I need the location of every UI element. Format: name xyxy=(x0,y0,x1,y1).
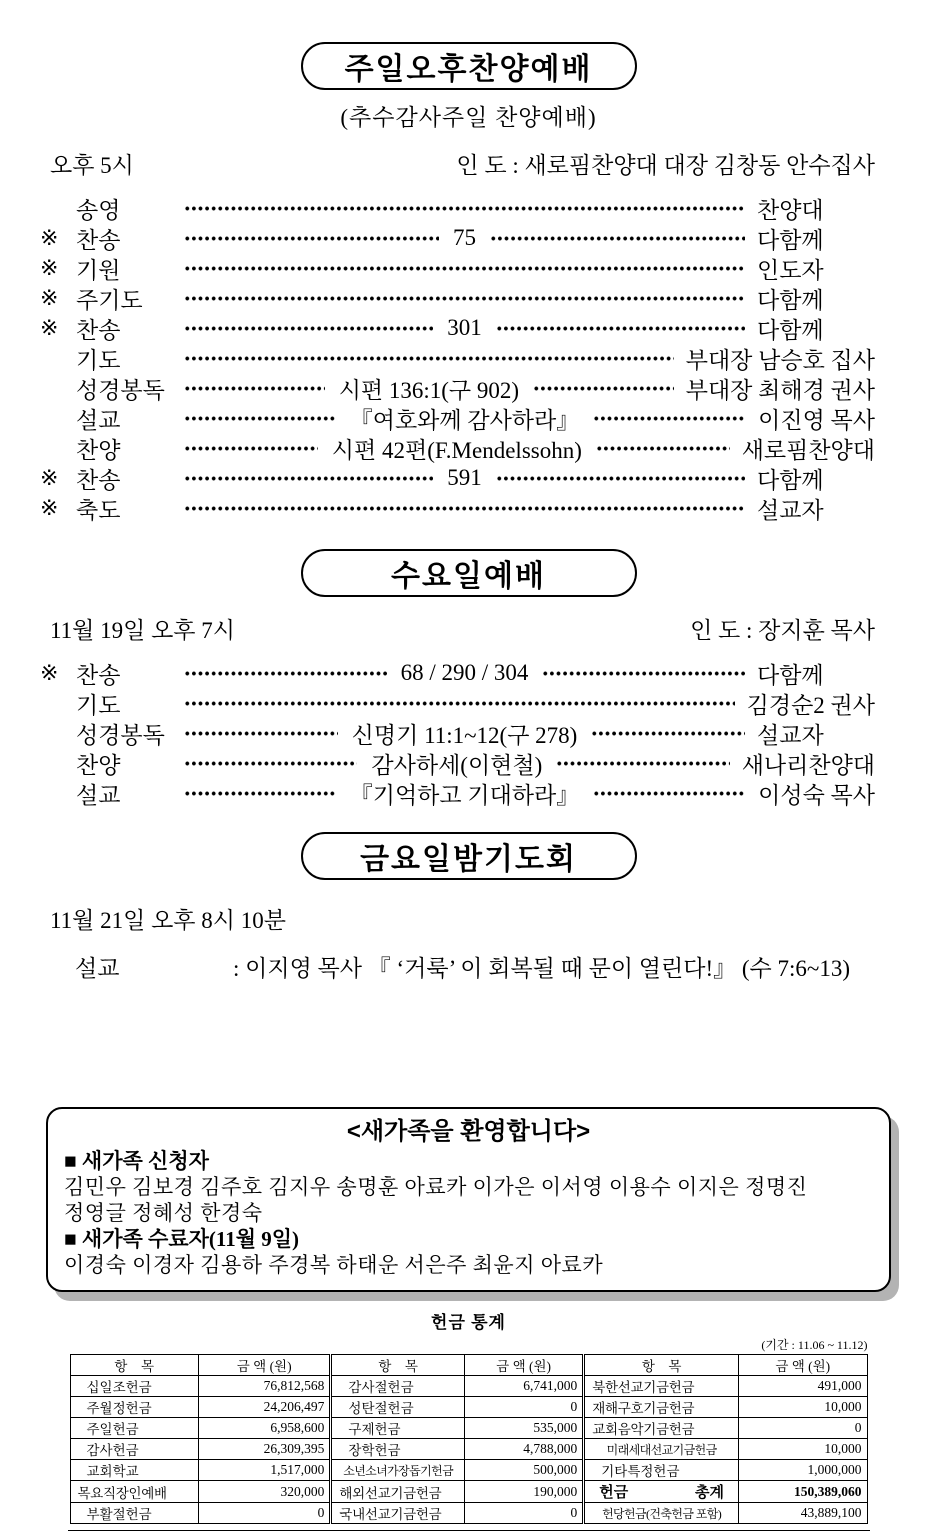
leader-dots xyxy=(184,373,325,403)
friday-prayer-section xyxy=(0,832,937,981)
worship-assignee: 새나리찬양대 xyxy=(741,752,876,778)
offering-row xyxy=(70,1503,867,1524)
worship-assignee: 김경순2 권사 xyxy=(746,692,875,718)
offering-item-cell xyxy=(331,1376,465,1397)
worship-item-label: 기도 xyxy=(76,692,121,718)
asterisk-mark: ※ xyxy=(40,495,59,520)
worship-row xyxy=(40,748,875,778)
leader-dots xyxy=(184,283,745,313)
leader-dots xyxy=(184,718,338,748)
worship-row xyxy=(40,193,875,223)
offering-amount-cell: 1,000,000 xyxy=(739,1460,868,1481)
offering-row xyxy=(70,1439,867,1460)
worship-assignee: 부대장 남승호 집사 xyxy=(685,347,875,373)
offering-amount-cell: 6,958,600 xyxy=(198,1418,330,1439)
offering-item-name: 미래세대선교기금헌금 xyxy=(606,1442,717,1457)
worship-assignee: 이성숙 목사 xyxy=(758,782,875,808)
worship-row xyxy=(40,223,875,253)
offering-amount-cell: 1,517,000 xyxy=(198,1460,330,1481)
friday-title: 금요일밤기도회 xyxy=(360,843,577,876)
offering-header-row xyxy=(70,1355,867,1376)
leader-dots xyxy=(593,778,745,808)
worship-item-label: 성경봉독 xyxy=(76,722,165,748)
offering-item-name: 장학헌금 xyxy=(348,1443,401,1458)
offering-item-name: 주일헌금 xyxy=(86,1422,139,1437)
worship-assignee: 다함께 xyxy=(757,287,824,313)
offering-title: 헌금 통계 xyxy=(431,1313,506,1332)
offering-amount-cell: 150,389,060 xyxy=(739,1481,868,1503)
applicants-names-line1: 김민우 김보경 김주호 김지우 송명훈 아료카 이가은 이서영 이용수 이지은 정명진 xyxy=(64,1175,808,1199)
offering-item-cell xyxy=(70,1439,198,1460)
leader-dots xyxy=(184,403,336,433)
worship-row xyxy=(40,688,875,718)
offering-item-name: 감사절헌금 xyxy=(348,1380,414,1395)
offering-item-cell xyxy=(584,1397,739,1418)
service-section-2 xyxy=(0,549,937,808)
offering-item-cell xyxy=(331,1503,465,1524)
service-section-1 xyxy=(0,42,937,523)
offering-item-cell xyxy=(584,1376,739,1397)
offering-item-name: 감사헌금 xyxy=(86,1443,139,1458)
worship-center-text: 75 xyxy=(453,225,476,250)
offering-item-cell xyxy=(70,1503,198,1524)
worship-row xyxy=(40,343,875,373)
offering-item-name: 구제헌금 xyxy=(348,1422,401,1437)
offering-item-cell xyxy=(584,1439,739,1460)
service-leader: 인 도 : 장지훈 목사 xyxy=(690,618,875,643)
offering-row xyxy=(70,1481,867,1503)
offering-item-name: 성탄절헌금 xyxy=(348,1401,414,1416)
worship-assignee: 다함께 xyxy=(757,317,824,343)
leader-dots xyxy=(542,658,745,688)
asterisk-mark: ※ xyxy=(40,315,59,340)
leader-dots xyxy=(596,433,730,463)
worship-row xyxy=(40,313,875,343)
graduates-names-line: 이경숙 이경자 김용하 주경복 하태운 서은주 최윤지 아료카 xyxy=(64,1253,604,1277)
offering-item-cell xyxy=(331,1481,465,1503)
offering-amount-cell: 10,000 xyxy=(739,1397,868,1418)
worship-row xyxy=(40,493,875,523)
worship-assignee: 다함께 xyxy=(757,227,824,253)
offering-amount-cell: 0 xyxy=(464,1397,583,1418)
worship-center-text: 68 / 290 / 304 xyxy=(400,660,529,685)
leader-dots xyxy=(496,313,745,343)
services xyxy=(0,42,937,808)
worship-item-label: 송영 xyxy=(76,197,121,223)
worship-item-label: 설교 xyxy=(76,407,121,433)
service-info-row xyxy=(50,612,875,645)
offering-row xyxy=(70,1397,867,1418)
worship-item-label: 축도 xyxy=(76,497,121,523)
offering-amount-cell: 6,741,000 xyxy=(464,1376,583,1397)
worship-order-list xyxy=(0,193,937,523)
worship-row xyxy=(40,658,875,688)
offering-item-name: 소년소녀가장돕기헌금 xyxy=(343,1463,454,1478)
worship-assignee: 인도자 xyxy=(757,257,824,283)
leader-dots xyxy=(593,403,745,433)
service-time: 11월 19일 오후 7시 xyxy=(50,618,235,643)
service-title: 주일오후찬양예배 xyxy=(344,53,593,86)
worship-item-label: 설교 xyxy=(76,782,121,808)
asterisk-mark: ※ xyxy=(40,285,59,310)
worship-center-text: 신명기 11:1~12(구 278) xyxy=(351,722,578,748)
service-leader: 인 도 : 새로핌찬양대 대장 김창동 안수집사 xyxy=(456,153,875,178)
offering-amount-cell: 4,788,000 xyxy=(464,1439,583,1460)
leader-dots xyxy=(184,658,387,688)
worship-order-list xyxy=(0,658,937,808)
worship-row xyxy=(40,778,875,808)
service-title: 수요일예배 xyxy=(391,560,546,593)
service-info-row xyxy=(50,147,875,180)
leader-dots xyxy=(184,688,735,718)
leader-dots xyxy=(184,193,745,223)
worship-row xyxy=(40,403,875,433)
offering-header-amount: 금 액 (원) xyxy=(198,1355,330,1376)
worship-center-text: 『여호와께 감사하라』 xyxy=(349,407,580,433)
asterisk-mark: ※ xyxy=(40,225,59,250)
offering-item-name: 북한선교기금헌금 xyxy=(592,1380,695,1395)
service-time: 오후 5시 xyxy=(50,153,134,178)
offering-row xyxy=(70,1376,867,1397)
sermon-text: : 이지영 목사 『 ‘거룩’ 이 회복될 때 문이 열린다!』 (수 7:6~13) xyxy=(233,955,850,981)
offering-item-cell xyxy=(70,1460,198,1481)
offering-amount-cell: 320,000 xyxy=(198,1481,330,1503)
worship-assignee: 새로핌찬양대 xyxy=(741,437,875,463)
offering-item-cell xyxy=(70,1418,198,1439)
offering-item-name: 교회음악기금헌금 xyxy=(592,1422,695,1437)
friday-datetime: 11월 21일 오후 8시 10분 xyxy=(50,908,286,933)
offering-period: (기간 : 11.06 ~ 11.12) xyxy=(761,1338,868,1352)
leader-dots xyxy=(533,373,674,403)
offering-item-cell xyxy=(584,1460,739,1481)
worship-assignee: 찬양대 xyxy=(757,197,824,223)
service-title-box xyxy=(301,549,637,597)
leader-dots xyxy=(591,718,745,748)
offering-item-name: 십일조헌금 xyxy=(86,1380,152,1395)
offering-item-name: 헌금 총계 xyxy=(599,1485,724,1501)
applicants-heading: ■ 새가족 신청자 xyxy=(64,1149,209,1173)
offering-item-cell xyxy=(584,1418,739,1439)
worship-row xyxy=(40,463,875,493)
worship-center-text: 감사하세(이현철) xyxy=(371,752,543,778)
offering-amount-cell: 10,000 xyxy=(739,1439,868,1460)
offering-header-amount: 금 액 (원) xyxy=(739,1355,868,1376)
leader-dots xyxy=(184,463,433,493)
leader-dots xyxy=(490,223,745,253)
leader-dots xyxy=(184,778,336,808)
offering-item-name: 기타특정헌금 xyxy=(601,1464,680,1479)
worship-assignee: 설교자 xyxy=(757,497,824,523)
offering-row xyxy=(70,1418,867,1439)
worship-item-label: 찬송 xyxy=(76,467,121,493)
offering-item-cell xyxy=(70,1397,198,1418)
offering-amount-cell: 24,206,497 xyxy=(198,1397,330,1418)
offering-item-name: 부활절헌금 xyxy=(86,1507,152,1522)
asterisk-mark: ※ xyxy=(40,255,59,280)
worship-center-text: 시편 136:1(구 902) xyxy=(338,377,520,403)
sermon-label: 설교 xyxy=(75,955,120,981)
offering-amount-cell: 190,000 xyxy=(464,1481,583,1503)
offering-amount-cell: 500,000 xyxy=(464,1460,583,1481)
friday-title-box xyxy=(301,832,637,880)
offering-amount-cell: 535,000 xyxy=(464,1418,583,1439)
leader-dots xyxy=(184,433,318,463)
worship-assignee: 부대장 최해경 권사 xyxy=(685,377,875,403)
offering-amount-cell: 0 xyxy=(464,1503,583,1524)
offering-item-cell xyxy=(331,1439,465,1460)
offering-amount-cell: 26,309,395 xyxy=(198,1439,330,1460)
worship-center-text: 시편 42편(F.Mendelssohn) xyxy=(331,437,582,463)
offering-amount-cell: 491,000 xyxy=(739,1376,868,1397)
leader-dots xyxy=(184,313,433,343)
offering-item-cell xyxy=(584,1481,739,1503)
worship-row xyxy=(40,718,875,748)
leader-dots xyxy=(184,223,439,253)
worship-item-label: 성경봉독 xyxy=(76,377,165,403)
worship-center-text: 301 xyxy=(447,315,482,340)
offering-item-name: 해외선교기금헌금 xyxy=(339,1485,442,1501)
worship-item-label: 찬양 xyxy=(76,752,121,778)
worship-row xyxy=(40,433,875,463)
worship-item-label: 기원 xyxy=(76,257,121,283)
worship-item-label: 찬송 xyxy=(76,662,121,688)
worship-row xyxy=(40,253,875,283)
worship-center-text: 591 xyxy=(447,465,482,490)
leader-dots xyxy=(184,253,745,283)
offering-item-cell xyxy=(331,1397,465,1418)
offering-item-cell xyxy=(70,1376,198,1397)
offering-item-cell xyxy=(584,1503,739,1524)
worship-item-label: 주기도 xyxy=(76,287,143,313)
offering-item-name: 교회학교 xyxy=(86,1464,139,1479)
offering-item-cell xyxy=(331,1418,465,1439)
offering-item-name: 목요직장인예배 xyxy=(77,1485,167,1501)
worship-row xyxy=(40,283,875,313)
applicants-names-line2: 정영글 정혜성 한경숙 xyxy=(64,1201,263,1225)
offering-header-item: 항 목 xyxy=(584,1355,739,1376)
graduates-heading: ■ 새가족 수료자(11월 9일) xyxy=(64,1227,300,1251)
leader-dots xyxy=(496,463,745,493)
friday-sermon-line xyxy=(75,951,897,981)
worship-item-label: 찬송 xyxy=(76,227,121,253)
service-title-row xyxy=(0,549,937,597)
worship-item-label: 기도 xyxy=(76,347,121,373)
offering-amount-cell: 0 xyxy=(198,1503,330,1524)
offering-item-cell xyxy=(331,1460,465,1481)
offering-amount-cell: 0 xyxy=(739,1418,868,1439)
worship-assignee: 다함께 xyxy=(757,662,824,688)
service-subtitle: (추수감사주일 찬양예배) xyxy=(340,105,597,130)
offering-item-name: 국내선교기금헌금 xyxy=(339,1507,442,1522)
leader-dots xyxy=(184,343,674,373)
new-family-box xyxy=(46,1107,891,1292)
worship-assignee: 설교자 xyxy=(757,722,824,748)
offering-header-item: 항 목 xyxy=(331,1355,465,1376)
service-title-box xyxy=(301,42,637,90)
worship-assignee: 다함께 xyxy=(757,467,824,493)
friday-title-row xyxy=(0,832,937,880)
offering-item-name: 주월정헌금 xyxy=(86,1401,152,1416)
worship-row xyxy=(40,373,875,403)
offering-amount-cell: 76,812,568 xyxy=(198,1376,330,1397)
offering-item-name: 재해구호기금헌금 xyxy=(592,1401,695,1416)
worship-item-label: 찬송 xyxy=(76,317,121,343)
offering-table xyxy=(70,1354,868,1524)
worship-center-text: 『기억하고 기대하라』 xyxy=(349,782,580,808)
offering-amount-cell: 43,889,100 xyxy=(739,1503,868,1524)
offering-header-item: 항 목 xyxy=(70,1355,198,1376)
leader-dots xyxy=(184,493,745,523)
offering-item-cell xyxy=(70,1481,198,1503)
offering-row xyxy=(70,1460,867,1481)
worship-assignee: 이진영 목사 xyxy=(758,407,875,433)
service-title-row xyxy=(0,42,937,90)
offering-item-name: 헌당헌금(건축헌금 포함) xyxy=(602,1506,722,1521)
worship-item-label: 찬양 xyxy=(76,437,121,463)
asterisk-mark: ※ xyxy=(40,660,59,685)
offering-header-amount: 금 액 (원) xyxy=(464,1355,583,1376)
asterisk-mark: ※ xyxy=(40,465,59,490)
leader-dots xyxy=(184,748,357,778)
leader-dots xyxy=(556,748,729,778)
welcome-title: <새가족을 환영합니다> xyxy=(346,1118,591,1145)
